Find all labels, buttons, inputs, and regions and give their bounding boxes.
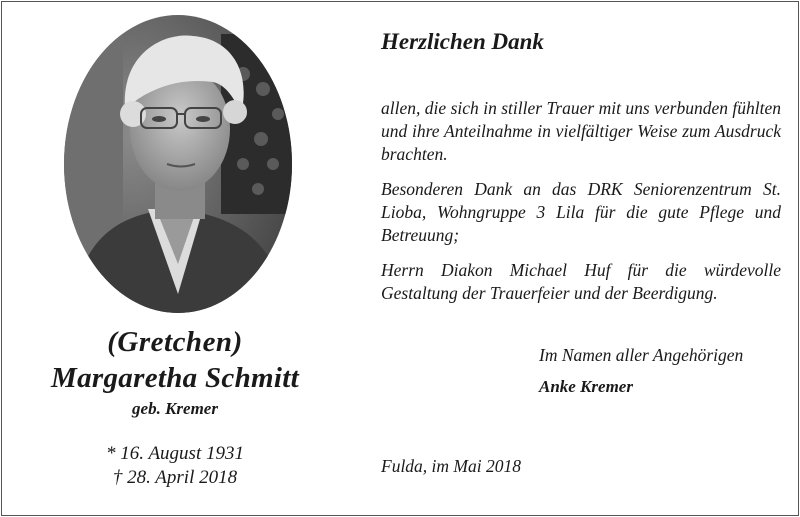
signature-name: Anke Kremer [539, 377, 633, 396]
thanks-paragraph: Besonderen Dank an das DRK Seniorenzentrum St. Lioba, Wohngruppe 3 Lila für die gute Pflege und Betreuung; [381, 179, 781, 245]
birth-date: * 16. August 1931 [106, 443, 244, 464]
deceased-birth-name: geb. Kremer [132, 399, 218, 418]
thanks-paragraph: allen, die sich in stiller Trauer mit uns verbunden fühlten und ihre Anteilnahme in vielfältiger Weise zum Ausdruck brachten. [381, 98, 781, 164]
thanks-paragraph: Herrn Diakon Michael Huf für die würdevolle Gestaltung der Trauerfeier und der Beerdigung. [381, 260, 781, 303]
deceased-nickname: (Gretchen) [107, 326, 243, 358]
deceased-name: Margaretha Schmitt [51, 362, 299, 394]
death-date: † 28. April 2018 [112, 467, 238, 488]
place-date: Fulda, im Mai 2018 [381, 456, 521, 476]
signature-label: Im Namen aller Angehörigen [539, 345, 744, 365]
portrait-photo [63, 14, 293, 314]
thanks-headline: Herzlichen Dank [381, 29, 544, 54]
